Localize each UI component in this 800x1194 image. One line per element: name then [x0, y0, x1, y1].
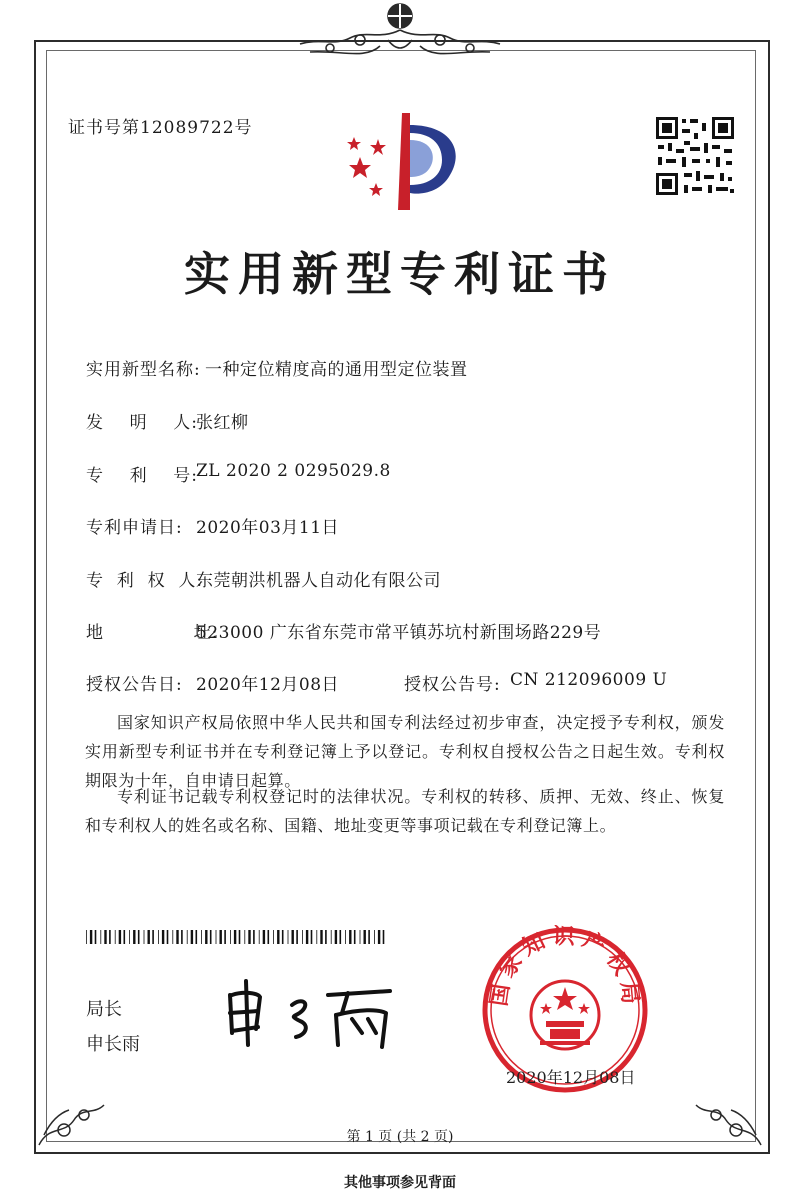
director-signature-icon — [210, 975, 410, 1055]
grant-date-label: 授权公告日: — [86, 675, 183, 695]
inventor-value: 张红柳 — [196, 413, 249, 433]
barcode-icon — [86, 930, 386, 944]
name-label: 实用新型名称: — [86, 360, 201, 380]
patentee-label: 专 利 权 人: — [86, 571, 204, 591]
filing-date-value: 2020年03月11日 — [196, 518, 340, 538]
address-value: 523000 广东省东莞市常平镇苏坑村新围场路229号 — [196, 623, 602, 643]
patentee-value: 东莞朝洪机器人自动化有限公司 — [196, 571, 441, 591]
inventor-label: 发 明 人: — [86, 413, 198, 433]
name-value: 一种定位精度高的通用型定位装置 — [205, 360, 468, 380]
director-title: 局长 — [86, 999, 122, 1020]
statement-paragraph-2: 专利证书记载专利权登记时的法律状况。专利权的转移、质押、无效、终止、恢复和专利权人的姓名或名称、国籍、地址变更等事项记载在专利登记簿上。 — [85, 787, 725, 835]
grant-date-value: 2020年12月08日 — [196, 675, 340, 695]
statement-paragraph-1: 国家知识产权局依照中华人民共和国专利法经过初步审查，决定授予专利权，颁发实用新型专利证书并在专利登记簿上予以登记。专利权自授权公告之日起生效。专利权期限为十年，自申请日起算。 — [85, 713, 725, 790]
seal-date: 2020年12月08日 — [506, 1068, 636, 1087]
svg-text:国家知识产权局: 国家知识产权局 — [486, 925, 643, 1011]
page-number: 第 1 页 (共 2 页) — [346, 1129, 454, 1145]
footer-note: 其他事项参见背面 — [344, 1175, 456, 1191]
director-name: 申长雨 — [86, 1034, 140, 1055]
certificate-number: 证书号第12089722号 — [68, 118, 253, 138]
certificate-title: 实用新型专利证书 — [184, 247, 616, 301]
grant-number-value: CN 212096009 U — [510, 670, 668, 690]
patent-number-label: 专 利 号: — [86, 466, 198, 486]
filing-date-label: 专利申请日: — [86, 518, 183, 538]
patent-logo-icon — [340, 105, 470, 215]
grant-number-label: 授权公告号: — [404, 675, 501, 695]
top-ornament-icon — [270, 0, 530, 75]
qr-code-icon — [654, 115, 736, 197]
address-label: 地 址: — [86, 623, 219, 643]
patent-number-value: ZL 2020 2 0295029.8 — [196, 461, 391, 481]
